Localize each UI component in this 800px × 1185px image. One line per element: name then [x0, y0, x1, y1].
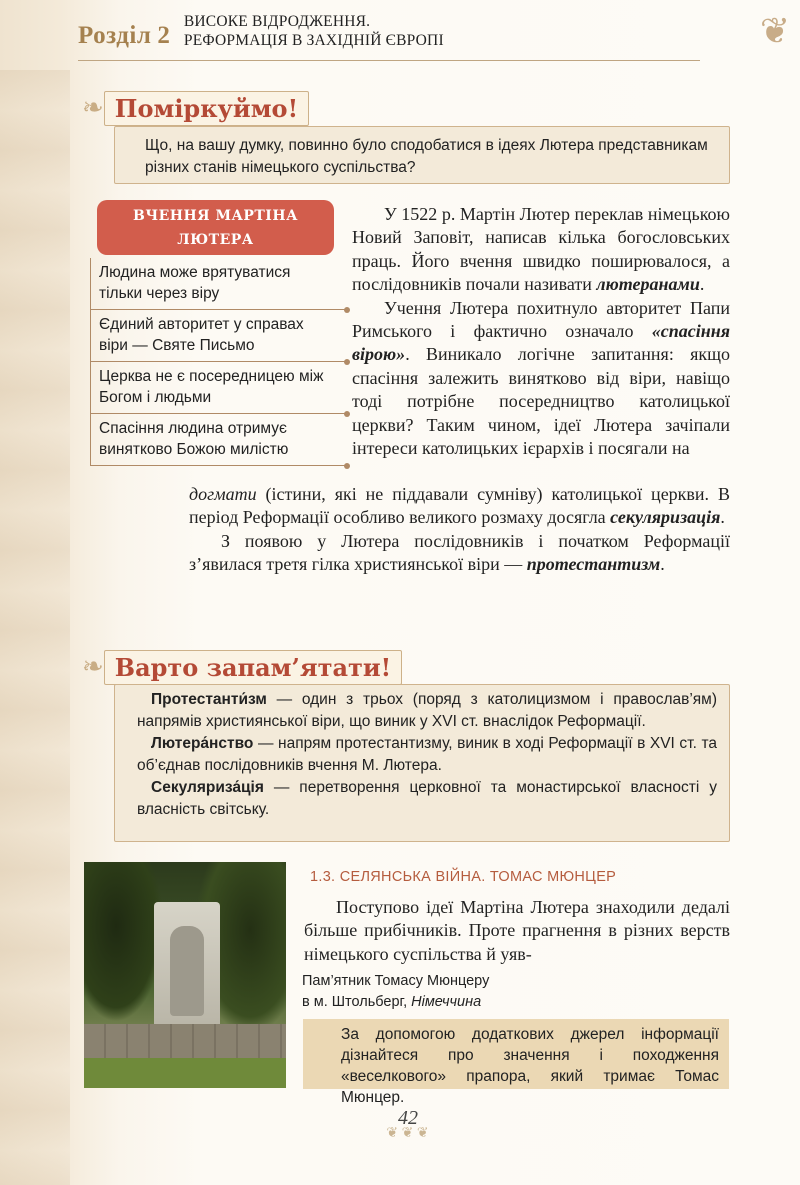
section-label: Розділ — [78, 22, 152, 49]
list-item: Людина може врятуватися тільки через віру — [90, 258, 340, 310]
luther-teaching-heading — [97, 200, 334, 255]
varto-title: Варто запам’ятати! — [104, 650, 402, 685]
pomirk-title: Поміркуймо! — [104, 91, 309, 126]
bullet-dot-icon — [344, 463, 350, 469]
glossary-entry: Секуляриза́ція — перетворення церковної та монастирської власності у власність світську. — [137, 779, 717, 818]
footer-ornament-icon: ❦ ❦ ❦ — [386, 1126, 429, 1141]
section-text: Поступово ідеї Мартіна Лютера знаходили дедалі більше прибічників. Проте прагнення в різних верств німецького суспільства й уяв- — [304, 897, 730, 964]
corner-ornament-icon: ❦ — [759, 11, 790, 51]
pomirk-box — [114, 126, 730, 184]
main-text-full-width — [189, 483, 730, 577]
paragraph-2: Учення Лютера похитнуло авторитет Папи Римського і фактично означало «спасіння вірою». Виникало логічне запитання: якщо спасіння залежить винятково від віри, навіщо тоді потрібне посередництво католицької церкви? Таким чином, ідеї Лютера зачіпали інтереси католицьких ієрархів і посягали на — [352, 297, 730, 459]
photo-caption: Пам’ятник Томасу Мюнцеру в м. Штольберг, Німеччина — [302, 973, 490, 1010]
header-title-line1: ВИСОКЕ ВІДРОДЖЕННЯ. — [183, 13, 371, 30]
list-item: Єдиний авторитет у справах віри — Святе Письмо — [90, 310, 340, 362]
varto-label — [82, 646, 402, 688]
list-item: Церква не є посередницею між Богом і людьми — [90, 362, 340, 414]
left-ornament-border — [0, 70, 70, 1185]
paragraph-3: догмати (істини, які не піддавали сумніву) католицької церкви. В період Реформації особливо великого розмаху досягла секуляризація. — [189, 484, 730, 528]
paragraph-4: З появою у Лютера послідовників і початком Реформації з’явилася третя гілка християнської віри — протестантизм. — [189, 530, 730, 575]
bullet-dot-icon — [344, 411, 350, 417]
pomirk-text: Що, на вашу думку, повинно було сподобатися в ідеях Лютера представникам різних станів німецького суспільства? — [145, 137, 708, 176]
bullet-dot-icon — [344, 359, 350, 365]
bullet-dot-icon — [344, 307, 350, 313]
glossary-entry: Протестанти́зм — один з трьох (поряд з католицизмом і православ’ям) напрямів християнської віри, що виник у XVI ст. внаслідок Реформації. — [137, 691, 717, 730]
luther-teaching-list — [90, 258, 340, 466]
page-header — [78, 12, 444, 50]
scroll-ornament-icon: ❧ — [82, 93, 104, 122]
scroll-ornament-icon: ❧ — [82, 652, 104, 681]
luther-heading-line1: ВЧЕННЯ МАРТІНА — [133, 208, 298, 224]
main-text-right-column — [352, 203, 730, 460]
paragraph-1: У 1522 р. Мартін Лютер переклав німецькою Новий Заповіт, написав кілька богословських праць. Його вчення швидко поширювалося, а послідовників почали називати лютеранами. — [352, 204, 730, 295]
glossary-box — [114, 684, 730, 842]
page-number: 42 — [398, 1107, 418, 1129]
list-item: Спасіння людина отримує винятково Божою милістю — [90, 414, 340, 466]
header-title-line2: РЕФОРМАЦІЯ В ЗАХІДНІЙ ЄВРОПІ — [183, 32, 444, 49]
header-rule — [78, 60, 700, 61]
header-title — [184, 12, 444, 50]
luther-heading-line2: ЛЮТЕРА — [177, 232, 254, 248]
task-box — [303, 1019, 729, 1106]
muntzer-monument-photo — [84, 862, 286, 1088]
section-title: 1.3. СЕЛЯНСЬКА ВІЙНА. ТОМАС МЮНЦЕР — [310, 869, 617, 885]
section-number: 2 — [157, 22, 170, 49]
glossary-entry: Лютера́нство — напрям протестантизму, виник в ході Реформації в XVI ст. та об’єднав послідовників вчення М. Лютера. — [137, 735, 717, 774]
pomirk-label — [82, 88, 309, 128]
task-text: За допомогою додаткових джерел інформації дізнайтеся про значення і походження «веселкового» прапора, який тримає Томас Мюнцер. — [341, 1026, 719, 1106]
